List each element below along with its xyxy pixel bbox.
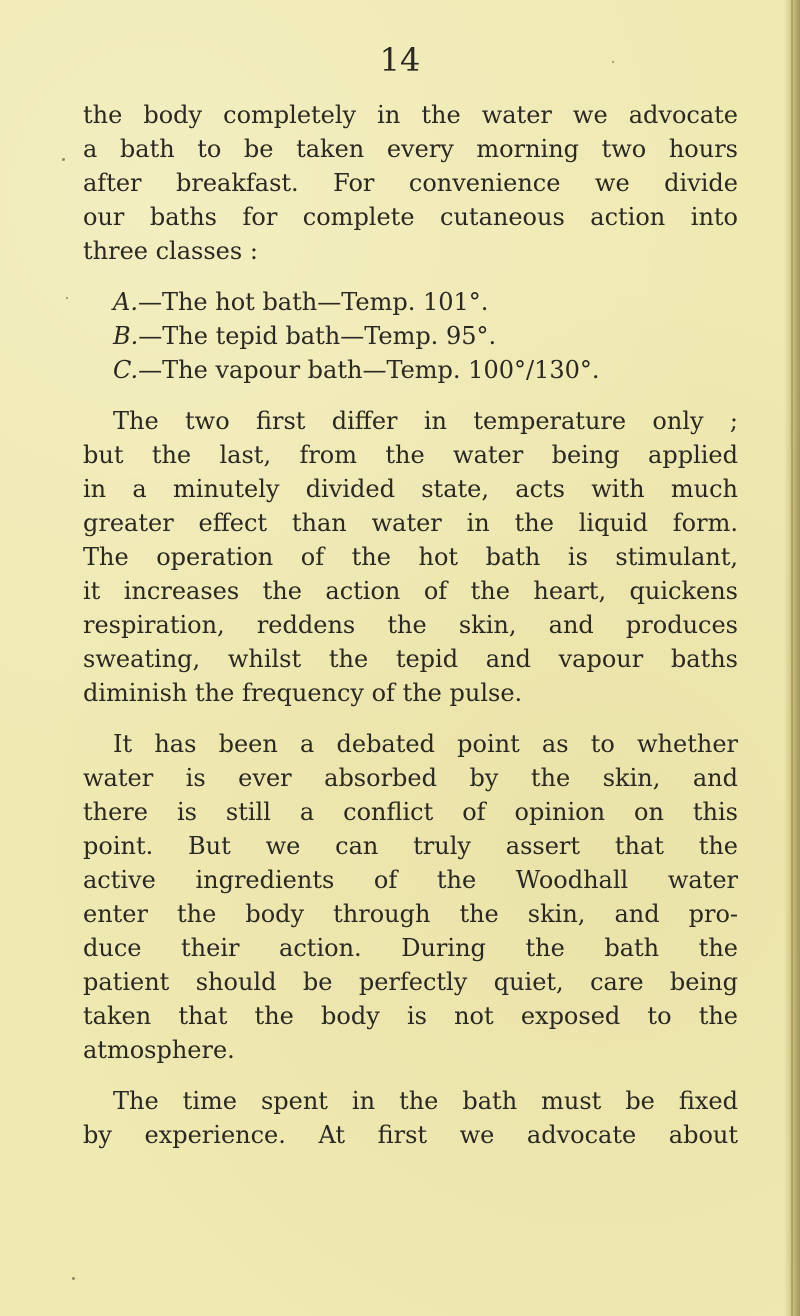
text-line: sweating, whilst the tepid and vapour baths (83, 645, 738, 673)
text-line: duce their action. During the bath the (83, 934, 738, 962)
list-label: B. (113, 322, 139, 350)
list-text: —The tepid bath—Temp. 95°. (138, 322, 497, 350)
text-line: atmosphere. (83, 1036, 235, 1064)
text-line: greater effect than water in the liquid form. (83, 509, 738, 537)
text-line: water is ever absorbed by the skin, and (83, 764, 738, 792)
paper-speck (66, 297, 68, 299)
text-line: after breakfast. For convenience we divide (83, 169, 738, 197)
paper-speck (62, 158, 65, 161)
text-line: The two first differ in temperature only ; (113, 407, 738, 435)
text-line: It has been a debated point as to whether (113, 730, 738, 758)
list-text: —The vapour bath—Temp. 100°/130°. (138, 356, 600, 384)
text-line: diminish the frequency of the pulse. (83, 679, 523, 707)
bath-list-item-c (83, 353, 738, 387)
paper-speck (612, 61, 614, 63)
text-line: point. But we can truly assert that the (83, 832, 738, 860)
text-line: our baths for complete cutaneous action into (83, 203, 738, 231)
paragraph-gap (83, 1067, 738, 1084)
paper-speck (72, 1277, 75, 1280)
bath-list-item-b (83, 319, 738, 353)
list-label: A. (113, 288, 138, 316)
paragraph-gap (83, 268, 738, 285)
bath-list-item-a (83, 285, 738, 319)
list-label: C. (113, 356, 139, 384)
text-line: respiration, reddens the skin, and produces (83, 611, 738, 639)
list-text: —The hot bath—Temp. 101°. (137, 288, 489, 316)
text-line: three classes : (83, 237, 258, 265)
text-line: patient should be perfectly quiet, care being (83, 968, 738, 996)
text-line: the body completely in the water we advocate (83, 101, 738, 129)
text-line: there is still a conflict of opinion on this (83, 798, 738, 826)
text-line: in a minutely divided state, acts with much (83, 475, 738, 503)
page-number: 14 (379, 41, 421, 79)
text-line: The operation of the hot bath is stimulant, (83, 543, 738, 571)
page-edge-shadow (784, 0, 800, 1316)
text-line: it increases the action of the heart, quickens (83, 577, 738, 605)
paragraph-gap (83, 387, 738, 404)
text-line: a bath to be taken every morning two hours (83, 135, 738, 163)
text-line: taken that the body is not exposed to the (83, 1002, 738, 1030)
text-line: The time spent in the bath must be fixed (113, 1087, 738, 1115)
text-line: by experience. At first we advocate about (83, 1121, 738, 1149)
page-body (83, 98, 738, 1152)
text-line: enter the body through the skin, and pro- (83, 900, 738, 928)
text-line: active ingredients of the Woodhall water (83, 866, 738, 894)
text-line: but the last, from the water being applied (83, 441, 738, 469)
paragraph-gap (83, 710, 738, 727)
